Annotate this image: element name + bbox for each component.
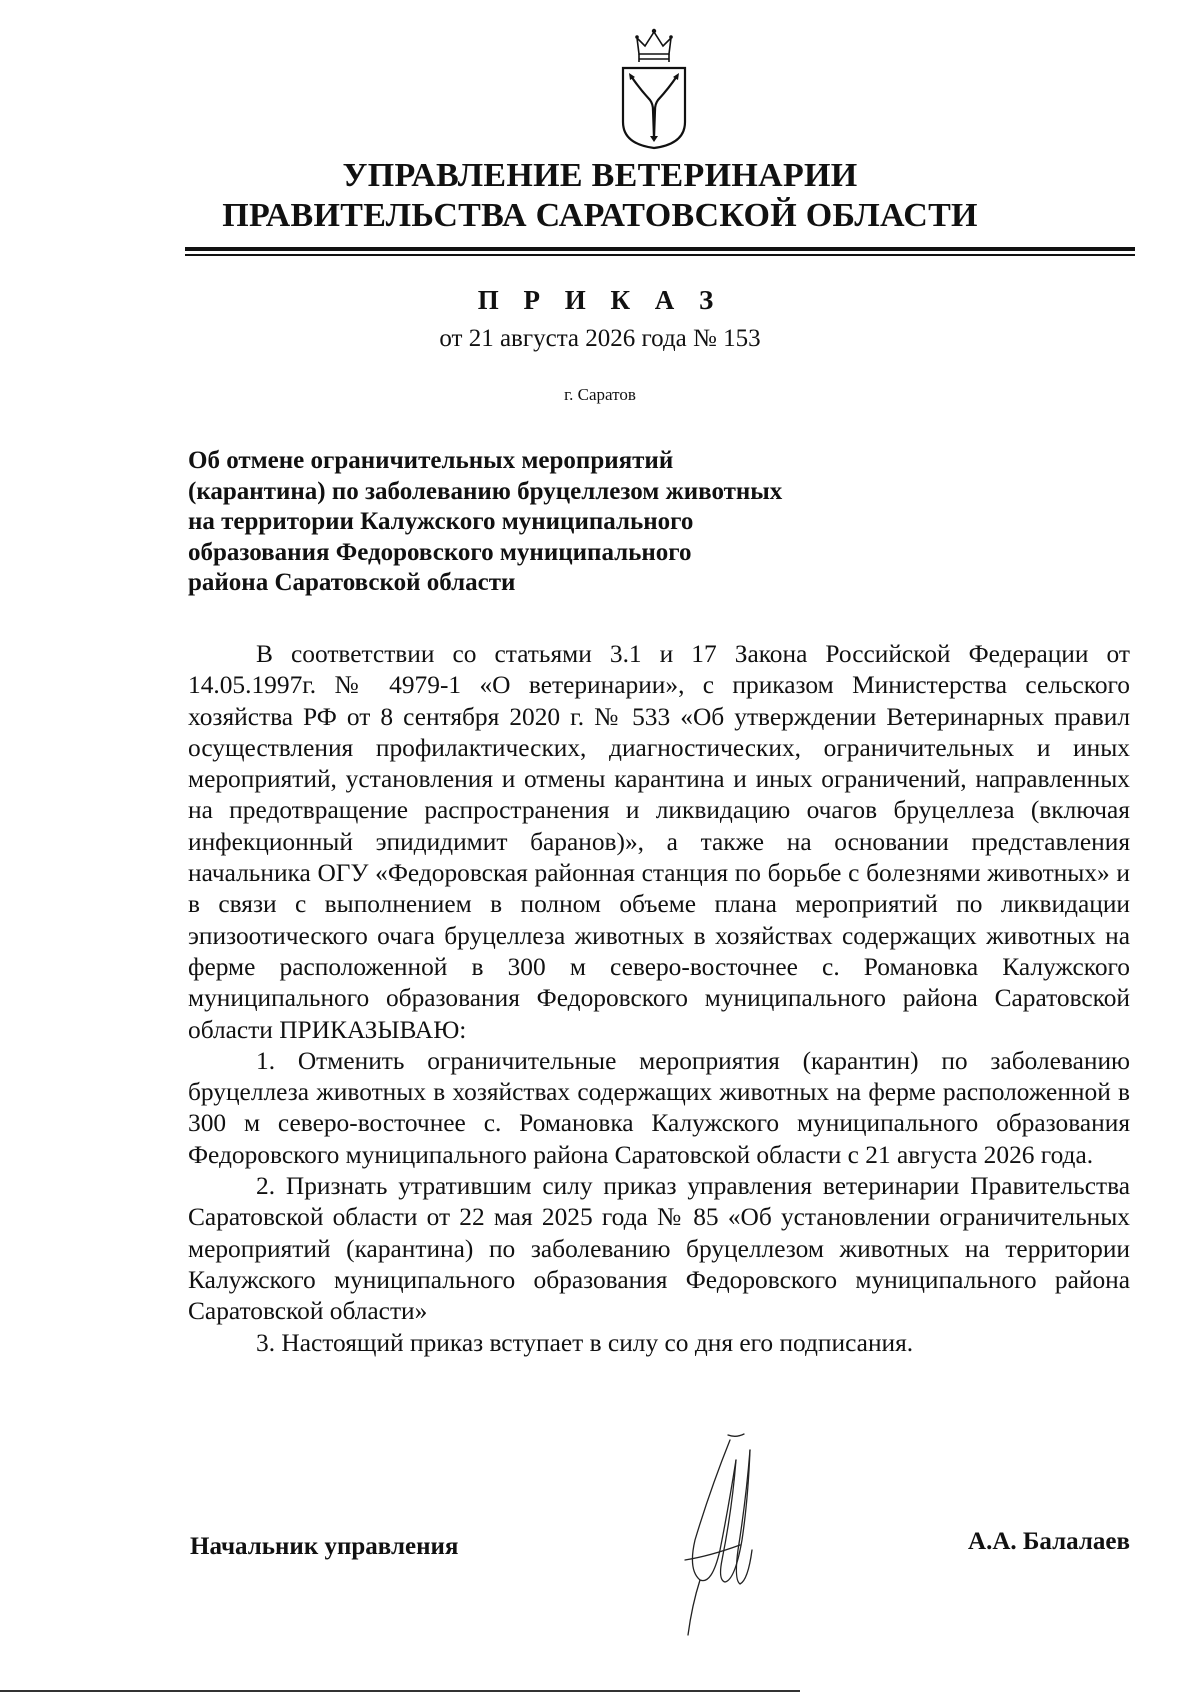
document-city: г. Саратов <box>564 385 636 404</box>
body-item-1: 1. Отменить ограничительные мероприятия (карантин) по заболеванию бруцеллеза животных в хозяйствах содержащих животных на ферме расположенной в 300 м северо-восточнее с. Романовка Калужского муниципального образования Федоровского муниципального района Саратовской области с 21 августа 2026 года. <box>188 1046 1130 1169</box>
subject-line: района Саратовской области <box>188 569 516 596</box>
scan-edge-divider <box>0 1690 800 1692</box>
coat-of-arms-icon <box>617 26 691 150</box>
subject-line: на территории Калужского муниципального <box>188 508 694 535</box>
document-type: П Р И К А З <box>477 285 723 315</box>
document-subject <box>188 446 868 599</box>
body-item-2: 2. Признать утратившим силу приказ управления ветеринарии Правительства Саратовской области от 22 мая 2025 года № 85 «Об установлении ограничительных мероприятий (карантина) по заболеванию бруцеллезом животных на территории Калужского муниципального образования Федоровского муниципального района Саратовской области» <box>188 1172 1130 1326</box>
signer-title: Начальник управления <box>190 1533 459 1560</box>
document-date-number: от 21 августа 2026 года № 153 <box>439 325 761 352</box>
signer-name: А.А. Балалаев <box>968 1528 1130 1555</box>
subject-line: образования Федоровского муниципального <box>188 538 692 566</box>
org-title-line1: УПРАВЛЕНИЕ ВЕТЕРИНАРИИ <box>342 157 858 194</box>
body-item-3: 3. Настоящий приказ вступает в силу со дня его подписания. <box>256 1328 914 1357</box>
body-preamble: В соответствии со статьями 3.1 и 17 Закона Российской Федерации от 14.05.1997г. № 4979-1 «О ветеринарии», с приказом Министерства сельского хозяйства РФ от 8 сентября 2020 г. № 533 «Об утверждении Ветеринарных правил осуществления профилактических, диагностических, ограничительных и иных мероприятий, установления и отмены карантина и иных ограничений, направленных на предотвращение распространения и ликвидацию очагов бруцеллеза (включая инфекционный эпидидимит баранов)», а также на основании представления начальника ОГУ «Федоровская районная станция по борьбе с болезнями животных» и в связи с выполнением в полном объеме плана мероприятий по ликвидации эпизоотического очага бруцеллеза животных в хозяйствах содержащих животных на ферме расположенной в 300 м северо-восточнее с. Романовка Калужского муниципального образования Федоровского муниципального района Саратовской области ПРИКАЗЫВАЮ: <box>188 640 1130 1044</box>
header-divider-thin <box>185 254 1135 256</box>
subject-line: (карантина) по заболеванию бруцеллезом животных <box>188 477 783 505</box>
handwritten-signature <box>670 1430 780 1645</box>
org-title-line2: ПРАВИТЕЛЬСТВА САРАТОВСКОЙ ОБЛАСТИ <box>222 197 978 234</box>
document-body <box>188 639 1130 1359</box>
header-divider <box>185 247 1135 251</box>
subject-line: Об отмене ограничительных мероприятий <box>188 447 674 474</box>
